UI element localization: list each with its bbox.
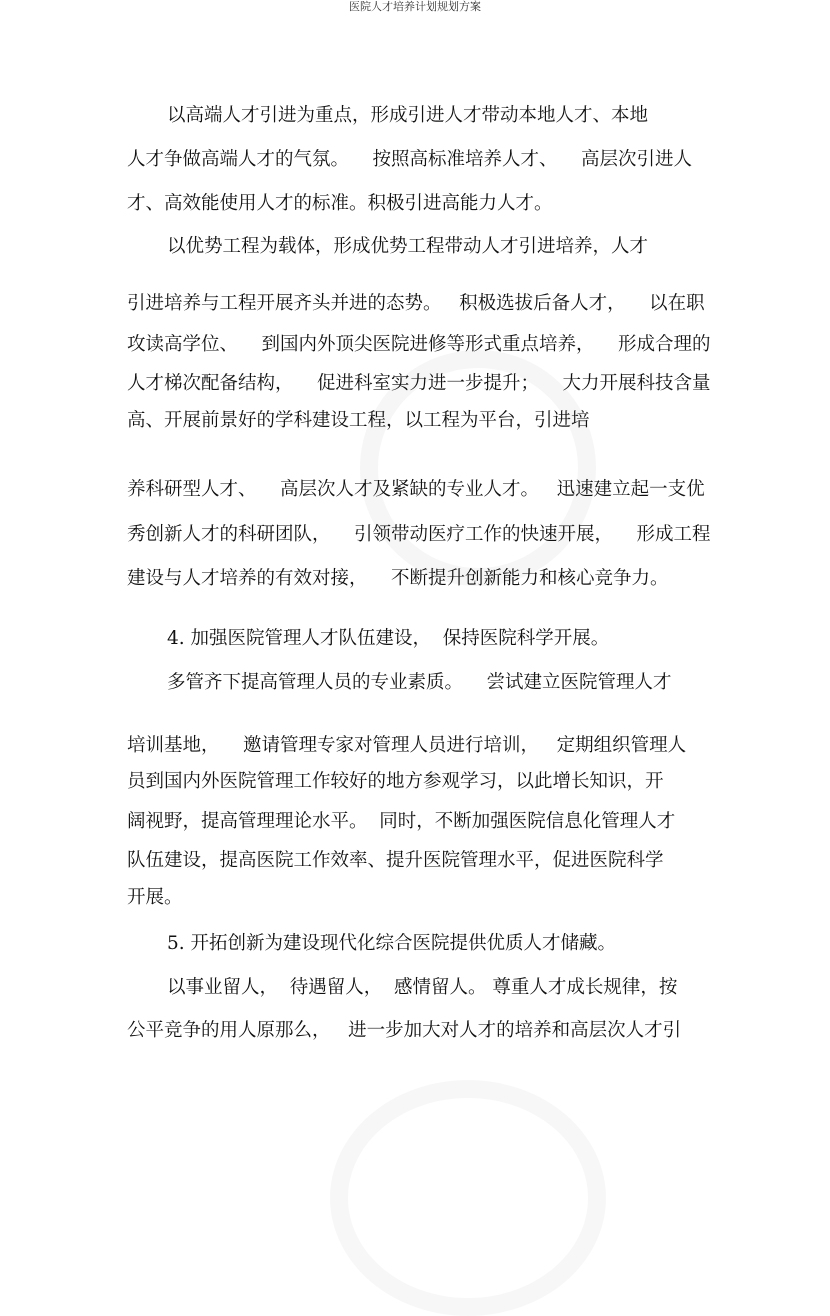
paragraph-4-line-6: 开展。	[127, 887, 183, 908]
watermark-seal-bottom	[330, 1080, 606, 1316]
paragraph-2-line-4: 人才梯次配备结构， 促进科室实力进一步提升； 大力开展科技含量	[127, 373, 711, 394]
paragraph-1-line-3: 才、高效能使用人才的标准。积极引进高能力人才。	[127, 193, 553, 214]
paragraph-1-line-2: 人才争做高端人才的气氛。 按照高标准培养人才、 高层次引进人	[127, 149, 693, 170]
section-4-heading: 4. 加强医院管理人才队伍建设， 保持医院科学开展。	[167, 628, 610, 649]
paragraph-1-line-1: 以高端人才引进为重点，形成引进人才带动本地人才、本地	[167, 105, 649, 126]
paragraph-2-line-8: 建设与人才培养的有效对接， 不断提升创新能力和核心竞争力。	[127, 568, 669, 589]
paragraph-2-line-2: 引进培养与工程开展齐头并进的态势。 积极选拔后备人才， 以在职	[127, 293, 705, 314]
paragraph-4-line-1: 多管齐下提高管理人员的专业素质。 尝试建立医院管理人才	[167, 672, 672, 693]
paragraph-4-line-4: 阔视野，提高管理理论水平。 同时，不断加强医院信息化管理人才	[127, 811, 676, 832]
paragraph-2-line-5: 高、开展前景好的学科建设工程，以工程为平台，引进培	[127, 410, 590, 431]
paragraph-2-line-7: 秀创新人才的科研团队， 引领带动医疗工作的快速开展， 形成工程	[127, 524, 711, 545]
paragraph-2-line-6: 养科研型人才、 高层次人才及紧缺的专业人才。 迅速建立起一支优	[127, 479, 705, 500]
section-5-heading: 5. 开拓创新为建设现代化综合医院提供优质人才储藏。	[167, 933, 617, 954]
page-header-title: 医院人才培养计划规划方案	[349, 0, 481, 13]
paragraph-4-line-3: 员到国内外医院管理工作较好的地方参观学习，以此增长知识，开	[127, 771, 664, 792]
paragraph-2-line-1: 以优势工程为载体，形成优势工程带动人才引进培养，人才	[167, 236, 649, 257]
paragraph-2-line-3: 攻读高学位、 到国内外顶尖医院进修等形式重点培养， 形成合理的	[127, 334, 711, 355]
paragraph-5-line-2: 公平竞争的用人原那么， 进一步加大对人才的培养和高层次人才引	[127, 1020, 682, 1041]
paragraph-5-line-1: 以事业留人， 待遇留人， 感情留人。 尊重人才成长规律，按	[167, 977, 678, 998]
paragraph-4-line-5: 队伍建设，提高医院工作效率、提升医院管理水平，促进医院科学	[127, 850, 664, 871]
paragraph-4-line-2: 培训基地， 邀请管理专家对管理人员进行培训， 定期组织管理人	[127, 735, 687, 756]
